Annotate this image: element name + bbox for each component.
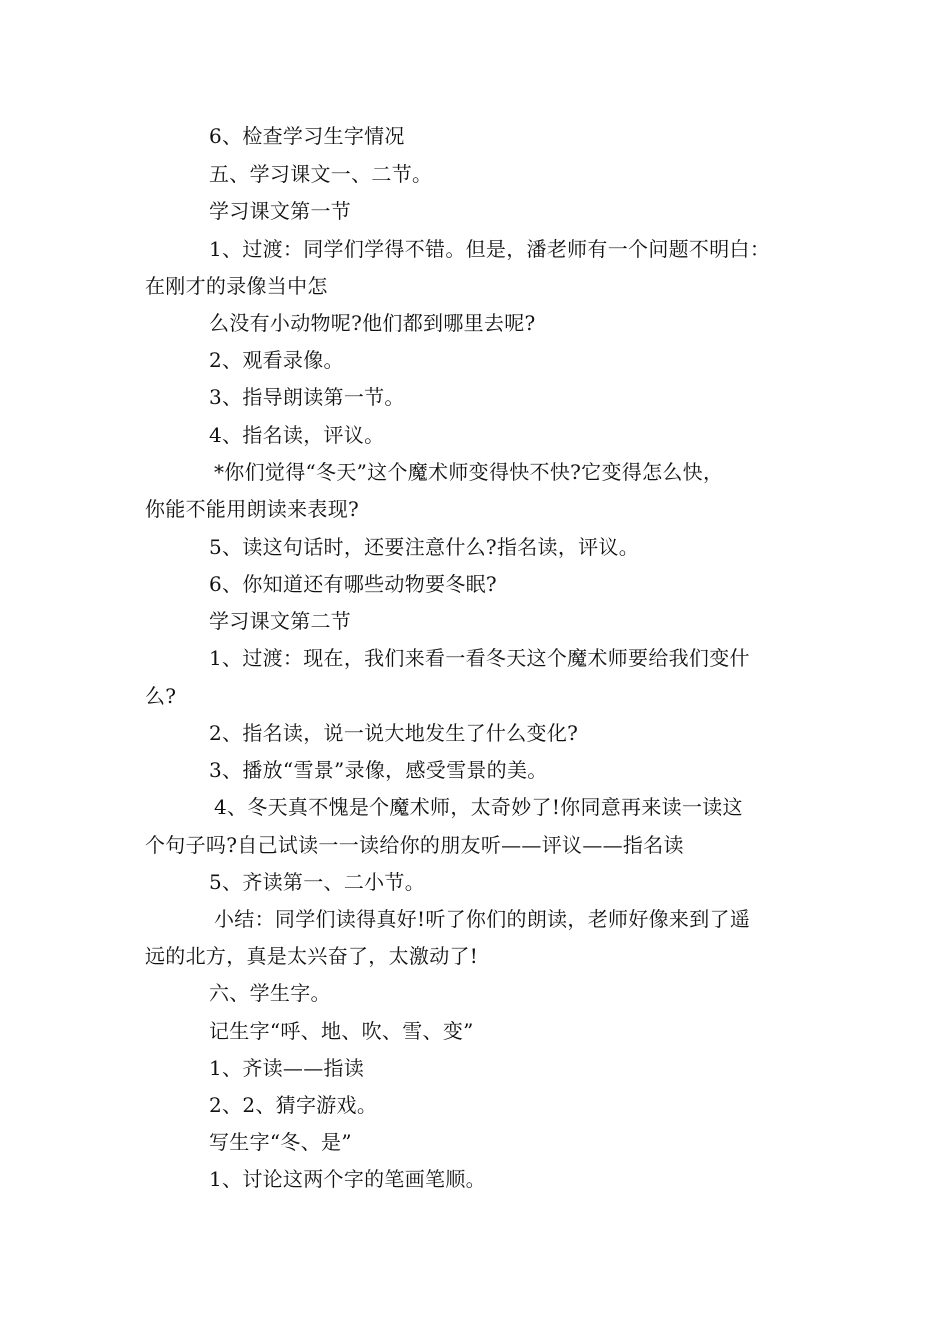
text-line: 六、学生字。 — [209, 981, 331, 1005]
text-line: 写生字“冬、是” — [209, 1130, 352, 1154]
text-line: 5、读这句话时，还要注意什么?指名读，评议。 — [209, 535, 640, 559]
text-line: 2、指名读，说一说大地发生了什么变化? — [209, 721, 579, 745]
text-line: 1、齐读——指读 — [209, 1056, 365, 1080]
text-line: 4、冬天真不愧是个魔术师，太奇妙了!你同意再来读一读这 — [214, 795, 743, 819]
text-line: 6、你知道还有哪些动物要冬眠? — [209, 572, 497, 596]
text-line: 2、观看录像。 — [209, 348, 344, 372]
text-line: 在刚才的录像当中怎 — [145, 274, 328, 298]
text-line: 学习课文第一节 — [209, 199, 352, 223]
text-line: 5、齐读第一、二小节。 — [209, 870, 426, 894]
text-line: 学习课文第二节 — [209, 609, 352, 633]
text-line: *你们觉得“冬天”这个魔术师变得快不快?它变得怎么快， — [214, 460, 724, 484]
text-line: 4、指名读，评议。 — [209, 423, 385, 447]
text-line: 远的北方，真是太兴奋了，太激动了! — [145, 944, 479, 968]
text-line: 1、过渡：同学们学得不错。但是，潘老师有一个问题不明白： — [209, 237, 771, 261]
text-line: 你能不能用朗读来表现? — [145, 497, 360, 521]
text-line: 3、指导朗读第一节。 — [209, 385, 405, 409]
text-line: 3、播放“雪景”录像，感受雪景的美。 — [209, 758, 548, 782]
text-line: 小结：同学们读得真好!听了你们的朗读，老师好像来到了遥 — [214, 907, 751, 931]
text-line: 6、检查学习生字情况 — [209, 124, 405, 148]
text-line: 1、讨论这两个字的笔画笔顺。 — [209, 1167, 486, 1191]
text-line: 1、过渡：现在，我们来看一看冬天这个魔术师要给我们变什 — [209, 646, 750, 670]
text-line: 个句子吗?自己试读一一读给你的朋友听——评议——指名读 — [145, 833, 684, 857]
text-line: 五、学习课文一、二节。 — [209, 162, 433, 186]
text-line: 么? — [145, 684, 177, 708]
text-line: 么没有小动物呢?他们都到哪里去呢? — [209, 311, 536, 335]
text-line: 记生字“呼、地、吹、雪、变” — [209, 1019, 474, 1043]
text-line: 2、2、猜字游戏。 — [209, 1093, 378, 1117]
